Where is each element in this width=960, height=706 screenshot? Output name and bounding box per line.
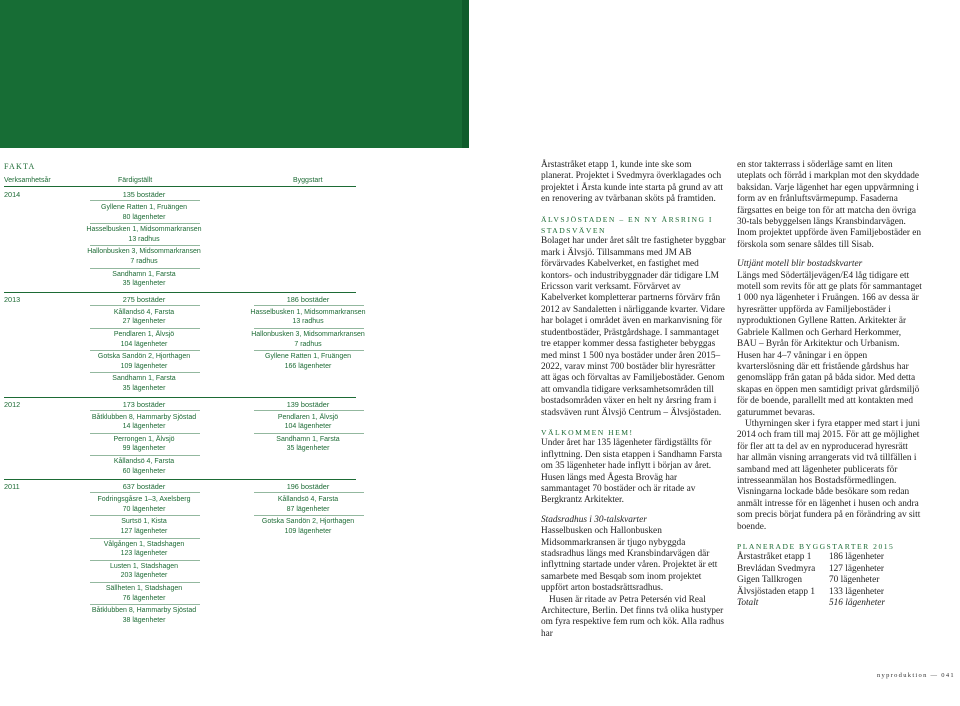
completed-total: 173 bostäder (122, 399, 166, 409)
completed-project-units: 123 lägenheter (120, 550, 168, 558)
completed-project-name: Surtsö 1, Kista (121, 518, 167, 526)
completed-project-units: 27 lägenheter (122, 318, 166, 326)
divider (90, 492, 200, 493)
column-header-year: Verksamhetsår (4, 177, 51, 184)
divider (90, 223, 200, 224)
completed-total: 637 bostäder (122, 482, 166, 492)
started-total: 139 bostäder (286, 399, 330, 409)
started-project-units: 109 lägenheter (284, 528, 332, 535)
year-divider (4, 479, 356, 480)
table-row-total: Totalt 516 lägenheter (737, 598, 886, 609)
started-total: 196 bostäder (286, 482, 330, 492)
completed-project-name: Kållandsö 4, Farsta (113, 458, 175, 465)
divider (90, 582, 200, 583)
completed-project-units: 109 lägenheter (120, 362, 168, 370)
divider (254, 515, 364, 516)
divider (90, 433, 200, 434)
divider (254, 305, 364, 306)
completed-project-units: 127 lägenheter (120, 528, 168, 535)
divider (90, 305, 200, 306)
completed-project-name: Sandhamn 1, Farsta (112, 375, 176, 383)
completed-project-units: 104 lägenheter (120, 340, 168, 348)
divider (254, 433, 364, 434)
started-project-name: Gyllene Ratten 1, Fruängen (265, 353, 351, 361)
completed-total: 275 bostäder (122, 294, 166, 304)
planned-starts-table (737, 552, 922, 609)
paragraph: Hasselbusken och Hallonbusken Midsommarkransen är tjugo nybyggda stadsradhus längs med Kransbindarvägen där inflyttning startade under våren. Projektet är ett samarbete med Besqab som inom projektet uppfört arton bostadsrättsradhus. (541, 526, 718, 594)
year-label: 2012 (4, 399, 21, 409)
completed-project-name: Hasselbusken 1, Midsommarkransen (86, 226, 202, 234)
table-row: Gigen Tallkrogen 70 lägenheter (737, 575, 880, 586)
completed-project-units: 7 radhus (130, 258, 158, 265)
section-heading: PLANERADE BYGGSTARTER 2015 (737, 542, 895, 551)
paragraph: Längs med Södertäljevägen/E4 låg tidigare ett motell som revits för att ge plats för sammantaget 1 000 nya lägenheter i Fruängen. 166 av dessa är hyresrätter uppförda av Familjebostäder i nyproduktionen Gyllene Ratten. Arkitekter är Gabriele Kallmen och Gerhard Herkommer, BAU – Byrån för Arkitektur och Urbanism. Husen har 4–7 våningar i en öppen kvarterslösning där ett fristående gårdshus har genomsläpp från gatan på båda sidor. Med detta skapas en öppen men samtidigt privat gårdsmiljö för de boende, parallellt med att kontakten med gaturummet bevaras. (737, 270, 922, 418)
year-label: 2014 (4, 190, 21, 199)
divider (90, 410, 200, 411)
started-project-name: Sandhamn 1, Farsta (276, 435, 340, 443)
started-project-name: Gotska Sandön 2, Hjorthagen (261, 518, 355, 526)
started-project-units: 87 lägenheter (286, 505, 330, 513)
started-project-units: 13 radhus (292, 318, 324, 326)
started-project-name: Pendlaren 1, Älvsjö (277, 413, 339, 421)
completed-project-units: 80 lägenheter (122, 213, 166, 221)
page-footer: nyproduktion — 041 (877, 672, 955, 679)
divider (90, 268, 200, 269)
completed-project-name: Gotska Sandön 2, Hjorthagen (97, 353, 191, 361)
completed-project-name: Perrongen 1, Älvsjö (113, 435, 175, 443)
table-row: Älvsjöstaden etapp 1 133 lägenheter (737, 586, 884, 597)
paragraph: Under året har 135 lägenheter färdigställts för inflyttning. Den sista etappen i Sandhamn Farsta om 35 lägenheter hade inflytt i början av året. Husen längs med Ågesta Broväg har sammantaget 70 bostäder och är ritade av Bergkrantz Arkitekter. (541, 438, 722, 506)
text-column-2 (737, 160, 922, 609)
completed-project-units: 76 lägenheter (122, 594, 166, 602)
paragraph: Husen är ritade av Petra Petersén vid Real Architecture, Berlin. Det finns två olika hustyper om fyra respektive fem rum och kök. Alla radhus har (541, 594, 725, 639)
year-divider (4, 292, 356, 293)
column-header-start: Byggstart (293, 177, 323, 184)
divider (90, 328, 200, 329)
completed-project-units: 35 lägenheter (122, 385, 166, 392)
divider (90, 604, 200, 605)
completed-project-units: 203 lägenheter (120, 572, 168, 580)
divider (254, 410, 364, 411)
section-heading: Stadsradhus i 30-talskvarter (541, 514, 647, 525)
header-rule (4, 186, 356, 187)
started-project-units: 35 lägenheter (286, 445, 330, 453)
divider (254, 328, 364, 329)
completed-project-units: 13 radhus (128, 235, 160, 243)
completed-project-name: Pendlaren 1, Älvsjö (113, 331, 175, 338)
table-row: Årstastråket etapp 1 186 lägenheter (737, 552, 884, 563)
completed-project-name: Sällheten 1, Stadshagen (105, 585, 183, 592)
year-label: 2011 (4, 482, 20, 492)
divider (90, 560, 200, 561)
divider (90, 372, 200, 373)
completed-project-name: Sandhamn 1, Farsta (112, 270, 176, 278)
paragraph: en stor takterrass i söderläge samt en liten uteplats och förråd i markplan mot den skyddade baksidan. Varje lägenhet har egen uppvärmning i form av en frånluftsvärmepump. Fasaderna färgsattes en beige ton för att matcha den övriga 30-tals bebyggelsen längs Kransbindarvägen. Inom projektet uppförde även Familjebostäder en förskola som senare såldes till Sisab. (737, 160, 922, 250)
divider (254, 350, 364, 351)
divider (90, 245, 200, 246)
completed-total: 135 bostäder (122, 190, 166, 199)
completed-project-units: 38 lägenheter (122, 616, 166, 624)
completed-project-name: Gyllene Ratten 1, Fruängen (101, 204, 187, 211)
completed-project-name: Båtklubben 8, Hammarby Sjöstad (91, 413, 197, 421)
completed-project-units: 60 lägenheter (122, 467, 166, 475)
table-row: Brevládan Svedmyra 127 lägenheter (737, 563, 884, 574)
section-heading: Uttjänt motell blir bostadskvarter (737, 259, 863, 270)
completed-project-name: Lusten 1, Stadshagen (109, 562, 179, 570)
fakta-heading: FAKTA (4, 162, 36, 171)
year-divider (4, 397, 356, 398)
paragraph: Bolaget har under året sålt tre fastigheter byggbar mark i Älvsjö. Tillsammans med JM AB förvärvades Kabelverket, en fastighet med kontors- och industribyggnader där tidigare LM Ericsson varit verksamt. Förvärvet av Kabelverket kompletterar partnerns förvärv från 2012 av Sandaletten i närliggande kvarter. Vidare har bolaget i området även en markanvisning för studentbostäder, Prästgårdshage. I sammantaget tre etapper kommer dessa fastigheter bebyggas med minst 1 500 nya bostäder under åren 2015–2022, varav minst 700 bostäder blir hyresrätter att ägas och förvaltas av Familjebostäder. Genom att omvandla tidigare verksamhetsområden till bostadsområden växer en helt ny årsring fram i stadsväven runt Älvsjö Centrum – Älvsjöstaden. (541, 236, 726, 418)
fakta-panel-background (0, 148, 469, 706)
completed-project-units: 99 lägenheter (122, 445, 166, 453)
completed-project-name: Båtklubben 8, Hammarby Sjöstad (91, 607, 197, 615)
started-project-units: 104 lägenheter (284, 423, 332, 431)
divider (90, 515, 200, 516)
completed-project-name: Vålgången 1, Stadshagen (103, 540, 185, 548)
divider (90, 350, 200, 351)
started-total: 186 bostäder (286, 294, 330, 304)
completed-project-units: 35 lägenheter (122, 280, 166, 288)
started-project-name: Hasselbusken 1, Midsommarkransen (250, 308, 366, 316)
divider (90, 538, 200, 539)
section-heading: VÄLKOMMEN HEM! (541, 427, 634, 437)
divider (254, 492, 364, 493)
divider (90, 200, 200, 201)
text-column-1 (541, 160, 726, 640)
started-project-name: Kållandsö 4, Farsta (277, 496, 339, 504)
section-heading: ÄLVSJÖSTADEN – EN NY ÅRSRING I STADSVÄVEN (541, 214, 713, 236)
completed-project-units: 70 lägenheter (122, 505, 166, 513)
completed-project-name: Fodringsgåsre 1–3, Axelsberg (97, 496, 191, 504)
divider (90, 455, 200, 456)
started-project-units: 7 radhus (294, 340, 322, 348)
started-project-name: Hallonbusken 3, Midsommarkransen (251, 331, 365, 338)
column-header-done: Färdigställt (118, 177, 153, 184)
completed-project-units: 14 lägenheter (122, 423, 166, 431)
paragraph: Årstastråket etapp 1, kunde inte ske som planerat. Projektet i Svedmyra överklagades och projektet i Årsta kunde inte starta på grund av att en renovering av tvärbanan sköts på framtiden. (541, 160, 724, 205)
completed-project-name: Kållandsö 4, Farsta (113, 308, 175, 316)
completed-project-name: Hallonbusken 3, Midsommarkransen (87, 248, 201, 256)
year-label: 2013 (4, 294, 21, 304)
started-project-units: 166 lägenheter (284, 362, 332, 370)
paragraph: Uthyrningen sker i fyra etapper med start i juni 2014 och fram till maj 2015. För att ge möjlighet för fler att ta del av en nyproducerad hyresrätt har allmän visning arrangerats vid två tillfällen i samband med att lägenheter publicerats för intresseanmälan hos Bostadsförmedlingen. Visningarna lockade både besökare som redan anmält intresse för en lägenhet i husen och andra som precis börjat fundera på en förändring av sitt boende. (737, 418, 921, 532)
